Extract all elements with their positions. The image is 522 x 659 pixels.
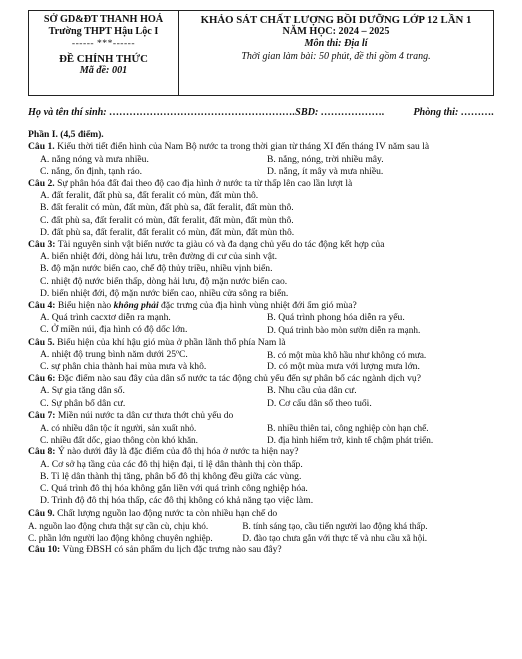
question-8 <box>28 446 494 507</box>
question-6 <box>28 373 494 410</box>
option-b: B. nắng, nóng, trời nhiều mây. <box>267 153 384 165</box>
options <box>28 520 494 544</box>
option-a: A. Cơ sở hạ tầng của các đô thị hiện đại, tỉ lệ dân thành thị còn thấp. <box>40 458 303 470</box>
question-number: Câu 10: <box>28 544 61 556</box>
options <box>28 422 494 446</box>
option-c: C. đất phù sa, đất feralit có mùn, đất feralit, đất mùn, đất mùn thô. <box>40 214 294 226</box>
option-b: B. đất feralit có mùn, đất mùn, đất phù sa, đất feralit, đất mùn thô. <box>40 202 294 214</box>
question-text: Vùng ĐBSH có sản phẩm du lịch đặc trưng nào sau đây? <box>62 544 282 556</box>
candidate-line <box>28 107 494 119</box>
option-b: B. Quá trình phong hóa diễn ra yếu. <box>267 312 405 324</box>
question-text: Tài nguyên sinh vật biển nước ta giàu có và đa dạng chủ yếu do tác động kết hợp của <box>57 239 385 251</box>
separator-stars: ------ ***------ <box>71 38 136 50</box>
options <box>28 154 494 178</box>
option-b: B. Nhu cầu của dân cư. <box>267 385 357 397</box>
option-d: D. Cơ cấu dân số theo tuổi. <box>267 397 372 409</box>
options <box>28 251 494 300</box>
department-name: SỞ GD&ĐT THANH HOÁ <box>43 14 164 25</box>
option-b: B. độ mặn nước biển cao, chế độ thủy triều, nhiều vịnh biển. <box>40 263 273 275</box>
question-number: Câu 4: <box>28 300 56 312</box>
question-number: Câu 2. <box>28 178 55 190</box>
option-b: B. tính sáng tạo, cầu tiến người lao động khá thấp. <box>242 520 428 531</box>
option-c: C. phần lớn người lao động không chuyên nghiệp. <box>28 532 213 543</box>
question-text: Đặc điểm nào sau đây của dân số nước ta tác động chủ yếu đến sự phân bố các ngành dịch vụ? <box>57 373 421 385</box>
options <box>28 385 494 409</box>
exam-header <box>28 10 494 96</box>
school-name: Trường THPT Hậu Lộc I <box>48 26 159 38</box>
exam-title: KHẢO SÁT CHẤT LƯỢNG BỒI DƯỠNG LỚP 12 LẦN 1 <box>200 14 472 26</box>
option-d: D. đào tạo chưa gắn với thực tế và nhu cầu xã hội. <box>242 532 428 543</box>
question-text-after: đặc trưng của địa hình vùng nhiệt đới ẩm gió mùa? <box>161 300 357 312</box>
question-text: Ý nào dưới đây là đặc điểm của đô thị hóa ở nước ta hiện nay? <box>57 446 299 458</box>
option-b: B. nhiều thiên tai, công nghiệp còn hạn chế. <box>267 423 429 434</box>
option-a: A. biển nhiệt đới, dòng hải lưu, trên đường di cư của sinh vật. <box>40 251 278 263</box>
option-b: B. Tỉ lệ dân thành thị tăng, phân bố đô thị không đều giữa các vùng. <box>40 470 302 482</box>
option-a: A. nắng nóng và mưa nhiều. <box>40 153 149 165</box>
option-d: D. biển nhiệt đới, độ mặn nước biển cao, nhiều cửa sông ra biển. <box>40 287 289 299</box>
option-d: D. Trình độ đô thị hóa thấp, các đô thị không có khả năng tạo việc làm. <box>40 495 314 507</box>
question-text: Chất lượng nguồn lao động nước ta còn nhiều hạn chế do <box>57 507 278 519</box>
question-text: Biểu hiện của khí hậu gió mùa ở phần lãnh thổ phía Nam là <box>57 336 286 348</box>
options <box>28 312 494 336</box>
question-9 <box>28 508 494 545</box>
question-2 <box>28 178 494 239</box>
option-c: C. sự phân chia thành hai mùa mưa và khô. <box>40 361 207 373</box>
option-a: A. Sự gia tăng dân số. <box>40 385 125 397</box>
time-note: Thời gian làm bài: 50 phút, đề thi gồm 4 trang. <box>241 50 431 62</box>
question-7 <box>28 410 494 447</box>
official-label: ĐỀ CHÍNH THỨC <box>59 52 148 65</box>
question-emphasis: không phải <box>113 300 159 312</box>
option-d: D. đất phù sa, đất feralit, đất feralit có mùn, đất mùn, đất mùn thô. <box>40 226 295 238</box>
school-year: NĂM HỌC: 2024 – 2025 <box>282 26 390 38</box>
option-a: A. có nhiều dân tộc ít người, sản xuất nhỏ. <box>40 423 197 434</box>
question-number: Câu 3: <box>28 239 56 251</box>
question-10 <box>28 544 494 556</box>
subject: Môn thi: Địa lí <box>304 38 368 50</box>
header-left-box <box>29 11 179 95</box>
option-a: A. nhiệt độ trung bình năm dưới 25ºC. <box>40 348 188 360</box>
option-a: A. Quá trình cacxtơ diễn ra mạnh. <box>40 312 171 324</box>
question-1 <box>28 141 494 178</box>
question-text: Kiểu thời tiết điển hình của Nam Bộ nước ta trong thời gian từ tháng XI đến tháng IV năm sau là <box>57 141 430 153</box>
option-c: C. nhiều đất dốc, giao thông còn khó khăn. <box>40 435 198 446</box>
question-number: Câu 9. <box>28 507 55 519</box>
part-title: Phần I. (4,5 điểm). <box>28 129 104 141</box>
question-3 <box>28 239 494 300</box>
question-5 <box>28 337 494 374</box>
question-text-before: Biểu hiện nào <box>57 300 112 312</box>
option-d: D. Quá trình bào mòn sườn diễn ra mạnh. <box>267 325 421 336</box>
option-c: C. nhiệt độ nước biển thấp, dòng hải lưu, độ mặn nước biển cao. <box>40 275 288 287</box>
option-d: D. địa hình hiểm trở, kinh tế chậm phát triển. <box>267 435 434 446</box>
candidate-sbd-label: SBD: ………………. <box>295 107 385 118</box>
question-number: Câu 1. <box>28 141 55 153</box>
candidate-name-label: Họ và tên thí sinh: ………………………………………………. <box>28 107 296 118</box>
option-d: D. nắng, ít mây và mưa nhiều. <box>267 165 384 177</box>
question-number: Câu 6: <box>28 373 56 385</box>
candidate-room-label: Phòng thi: ………. <box>413 107 494 118</box>
question-number: Câu 5. <box>28 336 55 348</box>
question-text: Sự phân hóa đất đai theo độ cao địa hình ở nước ta từ thấp lên cao lần lượt là <box>57 178 353 190</box>
options <box>28 459 494 508</box>
option-c: C. Quá trình đô thị hóa không gắn liền với quá trình công nghiệp hóa. <box>40 483 308 495</box>
option-c: C. Sự phân bố dân cư. <box>40 397 126 409</box>
option-d: D. có một mùa mưa với lượng mưa lớn. <box>267 361 420 373</box>
question-number: Câu 7: <box>28 409 56 421</box>
question-4 <box>28 300 494 337</box>
question-text: Miền núi nước ta dân cư thưa thớt chủ yếu do <box>57 409 234 421</box>
exam-code: Mã đề: 001 <box>79 64 128 76</box>
options <box>28 190 494 239</box>
header-right-box <box>179 11 493 95</box>
option-b: B. có một mùa khô hầu như không có mưa. <box>267 349 427 360</box>
option-c: C. Ở miền núi, địa hình có độ dốc lớn. <box>40 324 188 336</box>
option-a: A. đất feralit, đất phù sa, đất feralit có mùn, đất mùn thô. <box>40 190 259 202</box>
question-number: Câu 8: <box>28 446 56 458</box>
option-c: C. nắng, ổn định, tạnh ráo. <box>40 165 143 177</box>
options <box>28 349 494 373</box>
option-a: A. nguồn lao động chưa thật sự cần cù, chịu khó. <box>28 520 209 531</box>
